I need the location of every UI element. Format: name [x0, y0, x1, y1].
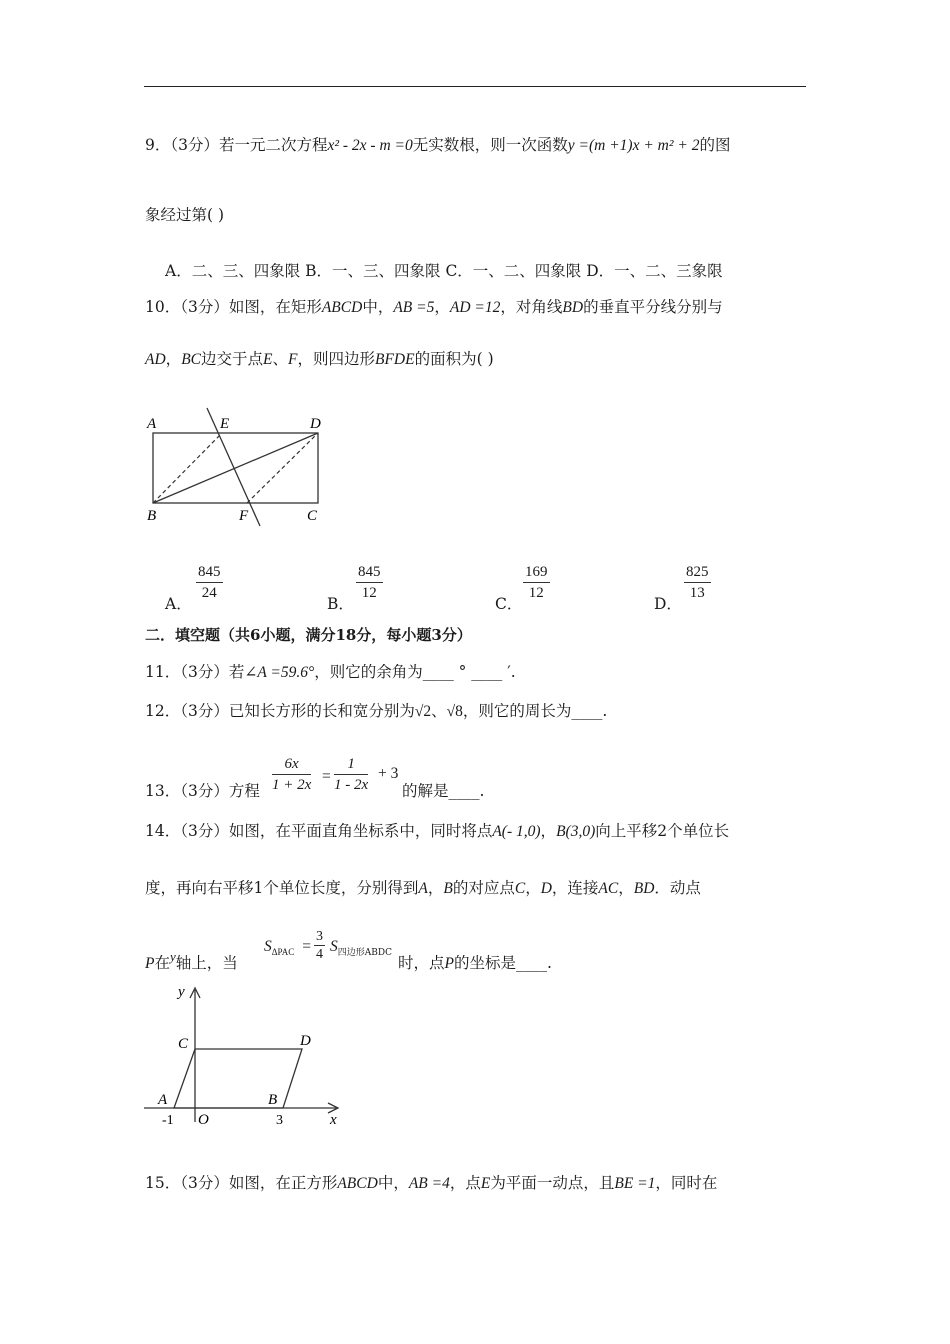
q14-line3b [398, 952, 552, 975]
graph-label-y: y [178, 984, 185, 1000]
q14-line1 [145, 820, 729, 843]
q14-s2: S [330, 938, 338, 955]
q10-t4: 的垂直平分线分别与 [583, 298, 723, 316]
q14-l1-t1: ， [540, 822, 557, 840]
q12-sqrt2: √2 [414, 703, 432, 720]
q15-t3: 为平面一动点，且 [490, 1174, 615, 1192]
q13-rhs-fraction [334, 754, 368, 795]
dashed-be [153, 433, 222, 503]
q10-option-b-num: 845 [356, 562, 383, 583]
q10-bd: BD [562, 299, 584, 316]
graph-label-b: B [268, 1092, 278, 1108]
label-c: C [307, 508, 318, 524]
label-f: F [239, 508, 249, 524]
q9-suffix: 的图 [699, 136, 731, 154]
q10-rectangle-figure [140, 400, 350, 530]
q11-suffix: ，则它的余角为____ ° ____ ′. [314, 663, 516, 681]
q14-line3a [145, 949, 238, 975]
q12-sep: 、 [431, 702, 447, 720]
graph-label-a: A [158, 1092, 168, 1108]
q10-line1 [145, 296, 723, 319]
q15-square: ABCD [337, 1175, 378, 1192]
q12-sqrt8: √8 [446, 703, 463, 720]
q14-frac-num: 3 [316, 929, 323, 944]
q14-l2-t7: ．动点 [654, 879, 701, 897]
label-b: B [147, 508, 157, 524]
graph-label-d: D [300, 1033, 311, 1049]
q10-prefix: 10．（3分）如图，在矩形 [145, 298, 322, 316]
q9-options: A．二、三、四象限 B．一、三、四象限 C．一、二、四象限 D．一、二、三象限 [165, 262, 723, 280]
q10-option-a-letter: A． [165, 595, 192, 613]
q14-l2-b: B [443, 880, 453, 897]
q12-prefix: 12．（3分）已知长方形的长和宽分别为 [145, 702, 415, 720]
q14-l2-a: A [418, 880, 428, 897]
q11-line [145, 661, 516, 684]
q10-l2-f: F [288, 351, 298, 368]
q13-lhs-fraction [272, 754, 311, 795]
q14-l2-t1: 度，再向右平移1个单位长度，分别得到 [145, 879, 419, 897]
graph-label-o: O [198, 1112, 209, 1128]
q10-option-c-den: 12 [528, 585, 544, 601]
q11-prefix: 11．（3分）若 [145, 663, 245, 681]
q15-t2: ，点 [449, 1174, 481, 1192]
q14-area-expression [264, 935, 311, 963]
q14-l3-p2: P [444, 955, 454, 972]
q10-rect: ABCD [321, 299, 363, 316]
q10-option-d-num: 825 [684, 562, 711, 583]
q14-l3-t3: 时，点 [398, 954, 445, 972]
q14-l2-t6: ， [618, 879, 634, 897]
q10-option-c-num: 169 [523, 562, 550, 583]
q10-option-b-letter: B． [327, 595, 354, 613]
q15-be: BE =1 [614, 1175, 656, 1192]
q10-option-d-letter: D． [654, 595, 682, 613]
q10-t2: ， [434, 298, 450, 316]
graph-label-minus-1: -1 [162, 1113, 174, 1128]
label-d: D [310, 416, 321, 432]
q15-prefix: 15．（3分）如图，在正方形 [145, 1174, 338, 1192]
q9-line1 [145, 134, 731, 157]
section-2-title: 二．填空题（共6小题，满分18分，每小题3分） [145, 626, 472, 644]
q14-point-b: B(3,0) [556, 823, 596, 840]
q10-t1: 中， [362, 298, 394, 316]
q12-line [145, 700, 607, 723]
q10-l2-bc: BC [181, 351, 201, 368]
q10-option-c[interactable] [523, 562, 550, 603]
q14-l2-t4: ， [525, 879, 541, 897]
q10-line2 [145, 348, 494, 371]
q14-l3-y: y [169, 949, 176, 964]
q14-l2-c: C [514, 880, 526, 897]
q14-point-a: A(- 1,0) [492, 823, 541, 840]
q10-l2-ad: AD [145, 351, 166, 368]
q14-line2 [145, 877, 701, 900]
q15-line [145, 1172, 717, 1195]
q14-l2-t3: 的对应点 [452, 879, 515, 897]
q9-equation: x² - 2x - m =0 [327, 137, 413, 154]
q14-fraction [314, 928, 325, 963]
q12-suffix: ，则它的周长为____. [462, 702, 608, 720]
q9-mid: 无实数根，则一次函数 [412, 136, 568, 154]
q10-l2-e: E [263, 351, 273, 368]
q10-option-a-num: 845 [196, 562, 223, 583]
q10-ad: AD =12 [449, 299, 501, 316]
q13-lhs-num: 6x [272, 754, 311, 775]
q13-rhs-num: 1 [334, 754, 368, 775]
q10-option-c-letter: C． [495, 595, 523, 613]
q14-l3-t1: 在 [154, 954, 170, 972]
q10-ab: AB =5 [393, 299, 435, 316]
q14-s2-sub: 四边形ABDC [337, 948, 392, 959]
q10-l2-bfde: BFDE [374, 351, 415, 368]
q14-l2-bd: BD [633, 880, 655, 897]
q14-s1: S [264, 938, 272, 955]
q11-angle: ∠A =59.6° [244, 664, 315, 681]
q10-option-b-den: 12 [361, 585, 377, 601]
label-a: A [147, 416, 157, 432]
graph-label-3: 3 [276, 1113, 283, 1128]
q14-l2-t2: ， [427, 879, 444, 897]
q14-l1-prefix: 14．（3分）如图，在平面直角坐标系中，同时将点 [145, 822, 493, 840]
q10-option-a-den: 24 [201, 585, 217, 601]
q14-l2-t5: ，连接 [551, 879, 599, 897]
diagonal-bd [153, 433, 318, 503]
q10-t3: ，对角线 [500, 298, 563, 316]
graph-label-x: x [330, 1112, 337, 1128]
q10-l2-t5: 的面积为( ) [414, 350, 494, 368]
q14-s2-expression [330, 935, 392, 964]
q14-eq: = [302, 938, 311, 955]
q14-frac-den: 4 [316, 947, 323, 962]
q10-option-d[interactable] [684, 562, 711, 603]
perpendicular-bisector [207, 408, 260, 526]
q13-rhs-den: 1 - 2x [334, 777, 369, 793]
q9-prefix: 9．（3分）若一元二次方程 [145, 136, 328, 154]
q15-t4: ，同时在 [655, 1174, 718, 1192]
q13-plus: + 3 [378, 765, 399, 782]
q10-l2-t4: ，则四边形 [297, 350, 375, 368]
q10-option-a[interactable] [196, 562, 223, 603]
header-rule [144, 86, 806, 87]
q15-e: E [480, 1175, 491, 1192]
dashed-fd [247, 433, 318, 503]
q13-suffix: 的解是____. [402, 782, 485, 800]
q14-l3-p: P [145, 955, 155, 972]
q15-t1: 中， [377, 1174, 409, 1192]
q10-option-d-den: 13 [689, 585, 705, 601]
q10-l2-t2: 边交于点 [201, 350, 264, 368]
q14-l2-ac: AC [598, 880, 619, 897]
parallelogram-abdc [174, 1049, 302, 1108]
q10-l2-t1: ， [165, 350, 182, 368]
q14-l2-d: D [540, 880, 552, 897]
q15-ab: AB =4 [408, 1175, 450, 1192]
q14-l3-t2: 轴上，当 [175, 954, 238, 972]
q14-coordinate-figure [140, 982, 350, 1132]
q13-lhs-den: 1 + 2x [272, 777, 312, 793]
q14-l1-t2: 向上平移2个单位长 [595, 822, 730, 840]
q14-l3-t4: 的坐标是____. [453, 954, 552, 972]
q9-line2: 象经过第( ) [145, 206, 225, 224]
q10-l2-t3: 、 [272, 350, 288, 368]
q13-equals: = [322, 768, 331, 785]
q14-s1-sub: ΔPAC [271, 947, 295, 958]
q10-option-b[interactable] [356, 562, 383, 603]
q9-function: y =(m +1)x + m² + 2 [567, 137, 700, 154]
q13-prefix: 13．（3分）方程 [145, 782, 260, 800]
graph-label-c: C [178, 1036, 189, 1052]
label-e: E [220, 416, 230, 432]
